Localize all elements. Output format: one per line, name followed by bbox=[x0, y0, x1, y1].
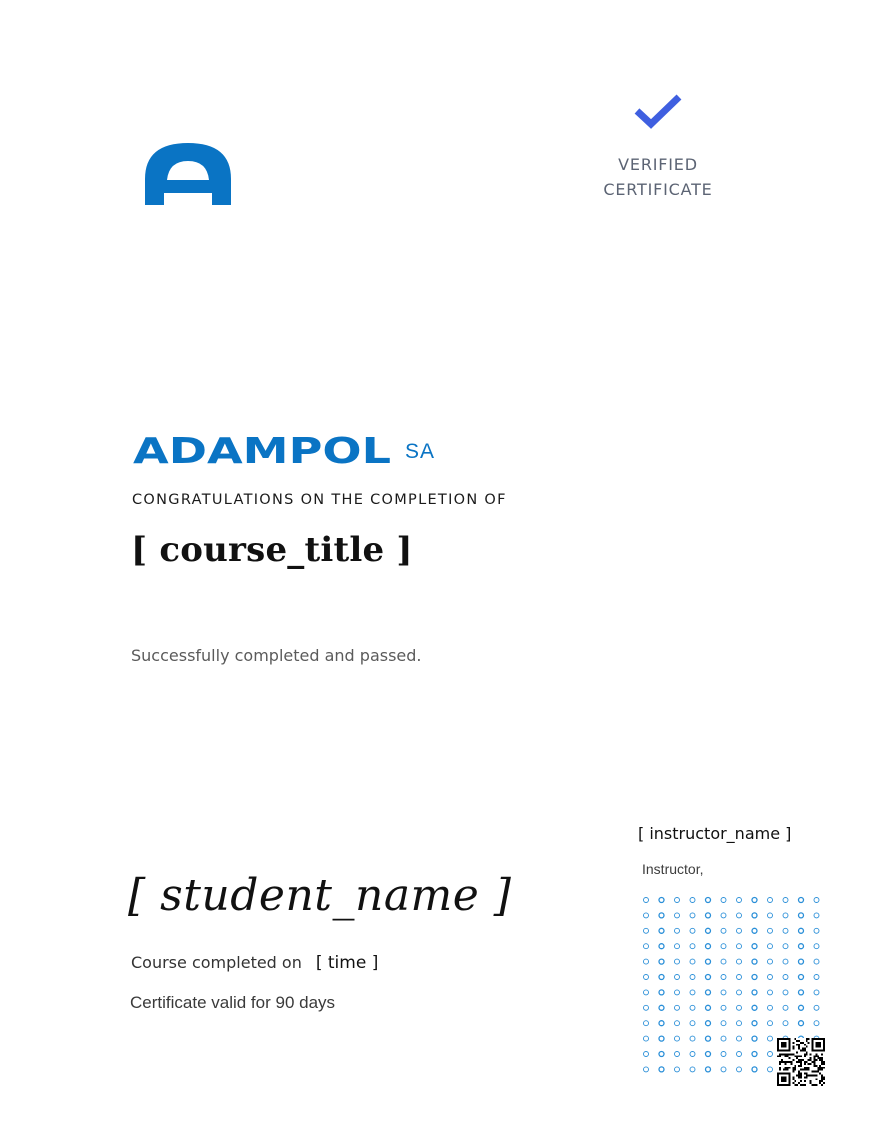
brand-name: ADAMPOL bbox=[133, 433, 391, 465]
grid-dot bbox=[814, 990, 819, 995]
grid-dot bbox=[659, 1036, 664, 1041]
grid-dot bbox=[675, 913, 680, 918]
grid-dot bbox=[644, 913, 649, 918]
grid-dot bbox=[783, 975, 788, 980]
grid-dot bbox=[721, 898, 726, 903]
grid-dot bbox=[783, 898, 788, 903]
grid-dot bbox=[768, 959, 773, 964]
instructor-name: [ instructor_name ] bbox=[638, 824, 792, 843]
grid-dot bbox=[752, 959, 757, 964]
grid-dot bbox=[768, 898, 773, 903]
grid-dot bbox=[659, 913, 664, 918]
adampol-a-mark-icon bbox=[145, 143, 231, 205]
grid-dot bbox=[768, 1052, 773, 1057]
grid-dot bbox=[690, 928, 695, 933]
grid-dot bbox=[644, 944, 649, 949]
verified-certificate-label bbox=[590, 152, 726, 202]
brand-suffix: SA bbox=[405, 440, 436, 463]
grid-dot bbox=[706, 975, 711, 980]
grid-dot bbox=[706, 913, 711, 918]
grid-dot bbox=[752, 1036, 757, 1041]
grid-dot bbox=[783, 990, 788, 995]
grid-dot bbox=[690, 944, 695, 949]
grid-dot bbox=[659, 944, 664, 949]
grid-dot bbox=[644, 898, 649, 903]
grid-dot bbox=[737, 913, 742, 918]
grid-dot bbox=[690, 913, 695, 918]
completed-label: Course completed on bbox=[131, 953, 302, 972]
grid-dot bbox=[644, 1036, 649, 1041]
grid-dot bbox=[675, 1052, 680, 1057]
grid-dot bbox=[659, 1005, 664, 1010]
grid-dot bbox=[675, 944, 680, 949]
grid-dot bbox=[644, 975, 649, 980]
grid-dot bbox=[752, 990, 757, 995]
grid-dot bbox=[783, 959, 788, 964]
grid-dot bbox=[659, 928, 664, 933]
grid-dot bbox=[721, 1005, 726, 1010]
grid-dot bbox=[690, 1021, 695, 1026]
grid-dot bbox=[690, 990, 695, 995]
grid-dot bbox=[721, 913, 726, 918]
grid-dot bbox=[659, 975, 664, 980]
grid-dot bbox=[675, 975, 680, 980]
grid-dot bbox=[752, 1005, 757, 1010]
grid-dot bbox=[799, 944, 804, 949]
grid-dot bbox=[737, 975, 742, 980]
grid-dot bbox=[814, 1005, 819, 1010]
grid-dot bbox=[675, 1021, 680, 1026]
grid-dot bbox=[752, 1021, 757, 1026]
grid-dot bbox=[721, 1052, 726, 1057]
grid-dot bbox=[644, 928, 649, 933]
grid-dot bbox=[814, 898, 819, 903]
grid-dot bbox=[768, 928, 773, 933]
grid-dot bbox=[659, 1067, 664, 1072]
grid-dot bbox=[752, 898, 757, 903]
grid-dot bbox=[814, 928, 819, 933]
grid-dot bbox=[690, 898, 695, 903]
student-name: [ student_name ] bbox=[128, 870, 512, 921]
completed-time: [ time ] bbox=[315, 953, 379, 973]
grid-dot bbox=[644, 959, 649, 964]
grid-dot bbox=[706, 944, 711, 949]
grid-dot bbox=[752, 913, 757, 918]
grid-dot bbox=[721, 975, 726, 980]
grid-dot bbox=[752, 1067, 757, 1072]
grid-dot bbox=[675, 990, 680, 995]
grid-dot bbox=[675, 1036, 680, 1041]
completion-row bbox=[131, 953, 378, 973]
verified-line-1: VERIFIED bbox=[618, 155, 698, 174]
checkmark-icon bbox=[632, 92, 684, 130]
grid-dot bbox=[752, 975, 757, 980]
grid-dot bbox=[644, 1005, 649, 1010]
grid-dot bbox=[768, 990, 773, 995]
grid-dot bbox=[783, 1021, 788, 1026]
grid-dot bbox=[690, 959, 695, 964]
grid-dot bbox=[659, 990, 664, 995]
verified-line-2: CERTIFICATE bbox=[603, 180, 713, 199]
brand-wordmark bbox=[133, 425, 435, 465]
grid-dot bbox=[814, 959, 819, 964]
grid-dot bbox=[675, 898, 680, 903]
grid-dot bbox=[799, 898, 804, 903]
grid-dot bbox=[690, 1052, 695, 1057]
grid-dot bbox=[706, 959, 711, 964]
grid-dot bbox=[706, 1036, 711, 1041]
grid-dot bbox=[721, 1021, 726, 1026]
grid-dot bbox=[675, 1005, 680, 1010]
grid-dot bbox=[737, 944, 742, 949]
grid-dot bbox=[706, 898, 711, 903]
grid-dot bbox=[706, 990, 711, 995]
grid-dot bbox=[644, 1021, 649, 1026]
grid-dot bbox=[814, 975, 819, 980]
grid-dot bbox=[690, 1067, 695, 1072]
grid-dot bbox=[644, 1067, 649, 1072]
grid-dot bbox=[799, 990, 804, 995]
grid-dot bbox=[737, 1021, 742, 1026]
validity-note: Certificate valid for 90 days bbox=[130, 993, 336, 1012]
grid-dot bbox=[783, 1005, 788, 1010]
grid-dot bbox=[799, 959, 804, 964]
grid-dot bbox=[659, 898, 664, 903]
grid-dot bbox=[799, 928, 804, 933]
brand-logo bbox=[133, 433, 393, 465]
grid-dot bbox=[659, 1021, 664, 1026]
grid-dot bbox=[737, 1005, 742, 1010]
grid-dot bbox=[814, 913, 819, 918]
grid-dot bbox=[737, 928, 742, 933]
grid-dot bbox=[799, 1005, 804, 1010]
grid-dot bbox=[799, 1021, 804, 1026]
grid-dot bbox=[752, 944, 757, 949]
grid-dot bbox=[721, 1067, 726, 1072]
grid-dot bbox=[706, 1021, 711, 1026]
grid-dot bbox=[768, 1036, 773, 1041]
grid-dot bbox=[706, 928, 711, 933]
grid-dot bbox=[675, 928, 680, 933]
grid-dot bbox=[752, 1052, 757, 1057]
grid-dot bbox=[706, 1005, 711, 1010]
passed-statement: Successfully completed and passed. bbox=[131, 646, 422, 665]
grid-dot bbox=[690, 975, 695, 980]
grid-dot bbox=[814, 944, 819, 949]
grid-dot bbox=[659, 959, 664, 964]
grid-dot bbox=[752, 928, 757, 933]
grid-dot bbox=[721, 928, 726, 933]
grid-dot bbox=[768, 1005, 773, 1010]
grid-dot bbox=[814, 1021, 819, 1026]
grid-dot bbox=[768, 1021, 773, 1026]
grid-dot bbox=[675, 1067, 680, 1072]
grid-dot bbox=[768, 975, 773, 980]
instructor-role: Instructor, bbox=[642, 861, 704, 877]
grid-dot bbox=[737, 959, 742, 964]
grid-dot bbox=[644, 990, 649, 995]
grid-dot bbox=[737, 1052, 742, 1057]
grid-dot bbox=[768, 1067, 773, 1072]
grid-dot bbox=[706, 1067, 711, 1072]
grid-dot bbox=[644, 1052, 649, 1057]
grid-dot bbox=[737, 990, 742, 995]
grid-dot bbox=[721, 959, 726, 964]
grid-dot bbox=[737, 898, 742, 903]
course-title: [ course_title ] bbox=[131, 530, 413, 570]
grid-dot bbox=[721, 944, 726, 949]
grid-dot bbox=[768, 944, 773, 949]
grid-dot bbox=[768, 913, 773, 918]
grid-dot bbox=[675, 959, 680, 964]
grid-dot bbox=[799, 975, 804, 980]
grid-dot bbox=[721, 1036, 726, 1041]
grid-dot bbox=[737, 1067, 742, 1072]
grid-dot bbox=[706, 1052, 711, 1057]
grid-dot bbox=[783, 944, 788, 949]
qr-code-icon bbox=[777, 1038, 825, 1086]
grid-dot bbox=[737, 1036, 742, 1041]
grid-dot bbox=[659, 1052, 664, 1057]
grid-dot bbox=[721, 990, 726, 995]
grid-dot bbox=[690, 1036, 695, 1041]
grid-dot bbox=[783, 928, 788, 933]
congratulations-heading: CONGRATULATIONS ON THE COMPLETION OF bbox=[132, 492, 507, 508]
grid-dot bbox=[799, 913, 804, 918]
grid-dot bbox=[783, 913, 788, 918]
grid-dot bbox=[690, 1005, 695, 1010]
